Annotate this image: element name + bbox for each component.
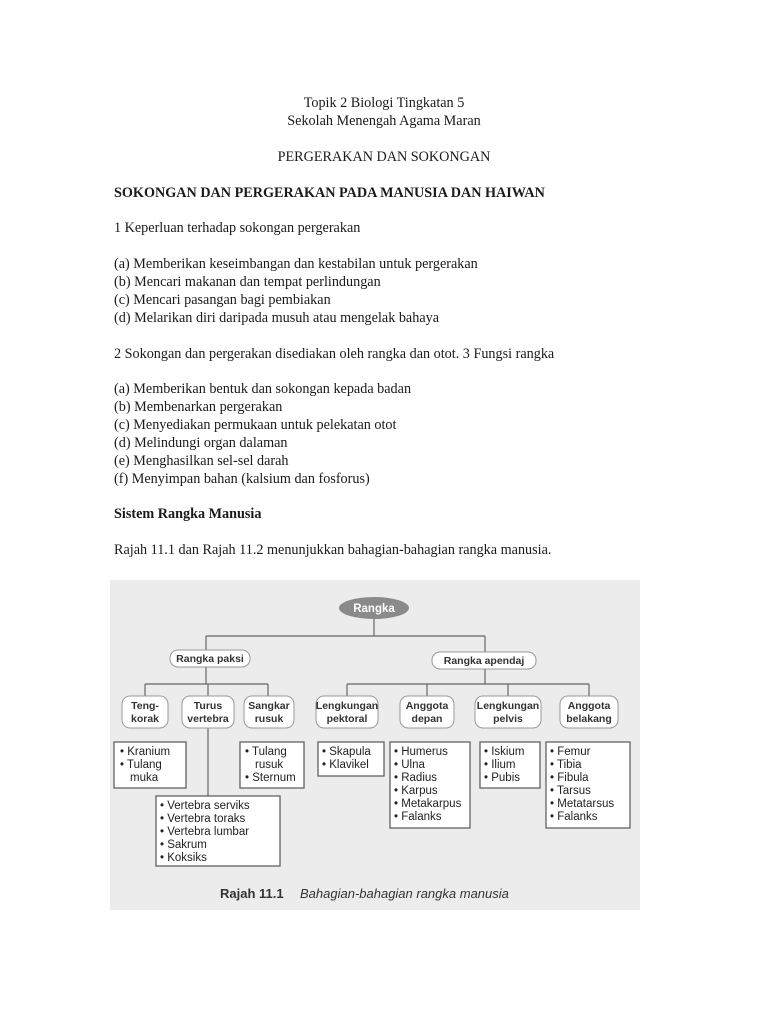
bullet-glyph: • xyxy=(394,746,402,758)
section2-item: (d) Melindungi organ dalaman xyxy=(114,435,288,451)
figure-caption-label: Rajah 11.1 xyxy=(220,886,284,901)
bullet-glyph: • xyxy=(394,785,402,797)
bullet-glyph: • xyxy=(322,746,330,758)
bullet-glyph: • xyxy=(550,798,558,810)
node-line: rusuk xyxy=(254,713,284,725)
diagram-svg xyxy=(110,580,640,910)
bullet-glyph: • xyxy=(245,772,253,784)
apendaj-label: Rangka apendaj xyxy=(443,655,525,667)
svg-text:• Falanks xyxy=(550,811,598,823)
bullet-glyph: • xyxy=(550,811,558,823)
svg-text:• Tulang xyxy=(245,746,287,758)
section1-item: (b) Mencari makanan dan tempat perlindungan xyxy=(114,274,381,290)
list-item: Koksiks xyxy=(167,852,207,864)
section3-text: Rajah 11.1 dan Rajah 11.2 menunjukkan bahagian-bahagian rangka manusia. xyxy=(114,542,552,558)
main-heading: SOKONGAN DAN PERGERAKAN PADA MANUSIA DAN HAIWAN xyxy=(114,185,545,201)
svg-text:• Koksiks xyxy=(160,852,207,864)
node-line: Anggota xyxy=(405,700,449,712)
list-item: rusuk xyxy=(255,759,284,771)
bullet-glyph: • xyxy=(394,798,402,810)
list-item: Metatarsus xyxy=(557,798,615,810)
svg-text:• Metakarpus xyxy=(394,798,462,810)
figure-caption-text: Bahagian-bahagian rangka manusia xyxy=(300,886,509,901)
svg-text:• Femur xyxy=(550,746,591,758)
list-item: Tibia xyxy=(557,759,582,771)
bullet-glyph: • xyxy=(120,759,128,771)
section2-item: (f) Menyimpan bahan (kalsium dan fosforus) xyxy=(114,471,370,487)
svg-text:• Pubis xyxy=(484,772,520,784)
list-item: Vertebra toraks xyxy=(167,813,246,825)
list-item: Kranium xyxy=(127,746,171,758)
node-line: Anggota xyxy=(567,700,611,712)
svg-text:• Ilium xyxy=(484,759,516,771)
node-line: korak xyxy=(130,713,160,725)
section2-title: 2 Sokongan dan pergerakan disediakan oleh rangka dan otot. 3 Fungsi rangka xyxy=(114,346,555,362)
svg-text:• Sakrum xyxy=(160,839,207,851)
bullet-glyph: • xyxy=(160,839,168,851)
section2-item: (a) Memberikan bentuk dan sokongan kepada badan xyxy=(114,381,412,397)
list-item: muka xyxy=(130,772,159,784)
section1-item: (a) Memberikan keseimbangan dan kestabilan untuk pergerakan xyxy=(114,256,478,272)
section2-item: (e) Menghasilkan sel-sel darah xyxy=(114,453,289,469)
svg-text:• Vertebra serviks xyxy=(160,800,250,812)
bullet-glyph: • xyxy=(484,772,492,784)
bullet-glyph: • xyxy=(394,759,402,771)
list-item: Sakrum xyxy=(167,839,207,851)
svg-text:• Metatarsus xyxy=(550,798,614,810)
bullet-glyph: • xyxy=(550,759,558,771)
bullet-glyph: • xyxy=(245,746,253,758)
bullet-glyph: • xyxy=(394,811,402,823)
list-item: Ilium xyxy=(491,759,516,771)
section2-item: (b) Membenarkan pergerakan xyxy=(114,399,283,415)
bullet-glyph: • xyxy=(160,813,168,825)
bullet-glyph: • xyxy=(550,746,558,758)
node-line: Teng- xyxy=(131,700,159,712)
list-item: Karpus xyxy=(401,785,438,797)
list-item: Vertebra serviks xyxy=(167,800,250,812)
header-line-1: Topik 2 Biologi Tingkatan 5 xyxy=(303,95,465,111)
node-line: vertebra xyxy=(187,713,229,725)
svg-text:• Falanks xyxy=(394,811,442,823)
bullet-glyph: • xyxy=(160,800,168,812)
list-item: Falanks xyxy=(401,811,442,823)
section1-item: (d) Melarikan diri daripada musuh atau mengelak bahaya xyxy=(114,310,440,326)
list-item: Vertebra lumbar xyxy=(167,826,250,838)
node-line: Lengkungan xyxy=(476,700,540,712)
list-item: Humerus xyxy=(401,746,448,758)
bullet-glyph: • xyxy=(322,759,330,771)
section2-item: (c) Menyediakan permukaan untuk pelekatan otot xyxy=(114,417,397,433)
section1-title: 1 Keperluan terhadap sokongan pergerakan xyxy=(114,220,361,236)
bullet-glyph: • xyxy=(160,852,168,864)
list-item: Ulna xyxy=(401,759,425,771)
bullet-glyph: • xyxy=(120,746,128,758)
bullet-glyph: • xyxy=(394,772,402,784)
svg-text:• Fibula xyxy=(550,772,589,784)
svg-text:• Vertebra toraks xyxy=(160,813,245,825)
svg-text:• Tulang xyxy=(120,759,162,771)
list-item: Klavikel xyxy=(329,759,369,771)
node-line: depan xyxy=(411,713,443,725)
skeleton-diagram xyxy=(110,580,640,910)
node-line: belakang xyxy=(566,713,612,725)
node-line: Turus xyxy=(193,700,223,712)
node-line: pelvis xyxy=(493,713,523,725)
list-item: Iskium xyxy=(491,746,525,758)
section3-heading: Sistem Rangka Manusia xyxy=(114,506,262,522)
list-item: Skapula xyxy=(329,746,371,758)
svg-text:• Klavikel xyxy=(322,759,369,771)
svg-text:• Vertebra lumbar xyxy=(160,826,249,838)
node-line: Lengkungan xyxy=(315,700,379,712)
bullet-glyph: • xyxy=(550,785,558,797)
doc-title: PERGERAKAN DAN SOKONGAN xyxy=(277,149,491,165)
svg-text:• Kranium xyxy=(120,746,170,758)
svg-text:• Karpus xyxy=(394,785,438,797)
list-item: Falanks xyxy=(557,811,598,823)
svg-text:• Sternum xyxy=(245,772,296,784)
section1-item: (c) Mencari pasangan bagi pembiakan xyxy=(114,292,331,308)
svg-text:• Ulna xyxy=(394,759,425,771)
paksi-label: Rangka paksi xyxy=(176,653,244,665)
list-item: Radius xyxy=(401,772,438,784)
list-item: Tulang xyxy=(127,759,162,771)
list-item: Metakarpus xyxy=(401,798,462,810)
node-line: pektoral xyxy=(326,713,368,725)
node-line: Sangkar xyxy=(248,700,290,712)
list-item: Femur xyxy=(557,746,591,758)
list-item: Tarsus xyxy=(557,785,591,797)
list-item: Tulang xyxy=(252,746,287,758)
bullet-glyph: • xyxy=(550,772,558,784)
bullet-glyph: • xyxy=(160,826,168,838)
svg-text:• Skapula xyxy=(322,746,371,758)
svg-text:• Tibia xyxy=(550,759,582,771)
svg-text:• Humerus xyxy=(394,746,448,758)
level3-nodes xyxy=(122,696,618,728)
svg-text:• Tarsus xyxy=(550,785,591,797)
list-item: Pubis xyxy=(491,772,521,784)
root-label: Rangka xyxy=(353,603,395,615)
list-item: Sternum xyxy=(252,772,296,784)
bullet-glyph: • xyxy=(484,759,492,771)
bullet-glyph: • xyxy=(484,746,492,758)
header-line-2: Sekolah Menengah Agama Maran xyxy=(287,113,481,129)
svg-text:• Radius xyxy=(394,772,437,784)
svg-text:• Iskium xyxy=(484,746,524,758)
list-item: Fibula xyxy=(557,772,589,784)
